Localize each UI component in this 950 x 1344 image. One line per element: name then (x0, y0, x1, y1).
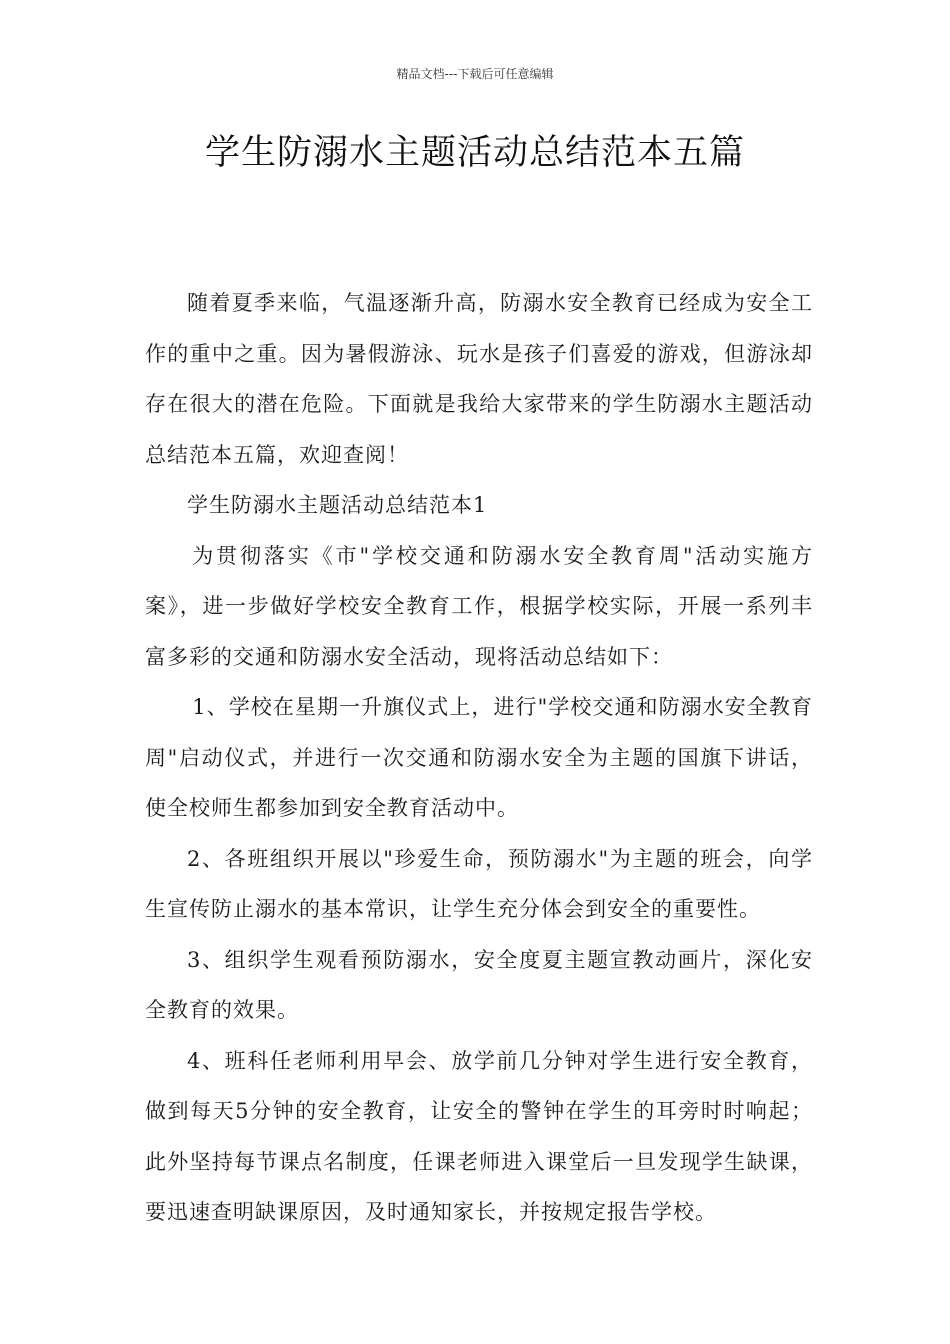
header-note: 精品文档---下载后可任意编辑 (396, 67, 554, 81)
list-item: 4、班科任老师利用早会、放学前几分钟对学生进行安全教育，做到每天5分钟的安全教育，让安全的警钟在学生的耳旁时时响起；此外坚持每节课点名制度，任课老师进入课堂后一旦发现学生缺课，要迅速查明缺课原因，及时通知家长，并按规定报告学校。 (145, 1048, 813, 1224)
list-item: 2、各班组织开展以"珍爱生命，预防溺水"为主题的班会，向学生宣传防止溺水的基本常识，让学生充分体会到安全的重要性。 (145, 846, 813, 921)
list-item: 1、学校在星期一升旗仪式上，进行"学校交通和防溺水安全教育周"启动仪式，并进行一次交通和防溺水安全为主题的国旗下讲话，使全校师生都参加到安全教育活动中。 (145, 695, 813, 820)
body-paragraph: 为贯彻落实《市"学校交通和防溺水安全教育周"活动实施方案》，进一步做好学校安全教育工作，根据学校实际，开展一系列丰富多彩的交通和防溺水安全活动，现将活动总结如下： (145, 543, 813, 669)
section-heading: 学生防溺水主题活动总结范本1 (187, 493, 488, 517)
document-body (145, 278, 813, 1238)
document-title: 学生防溺水主题活动总结范本五篇 (204, 133, 745, 173)
intro-paragraph: 随着夏季来临，气温逐渐升高，防溺水安全教育已经成为安全工作的重中之重。因为暑假游泳、玩水是孩子们喜爱的游戏，但游泳却存在很大的潜在危险。下面就是我给大家带来的学生防溺水主题活动总结范本五篇，欢迎查阅！ (145, 291, 813, 467)
list-item: 3、组织学生观看预防溺水，安全度夏主题宣教动画片，深化安全教育的效果。 (145, 947, 813, 1022)
